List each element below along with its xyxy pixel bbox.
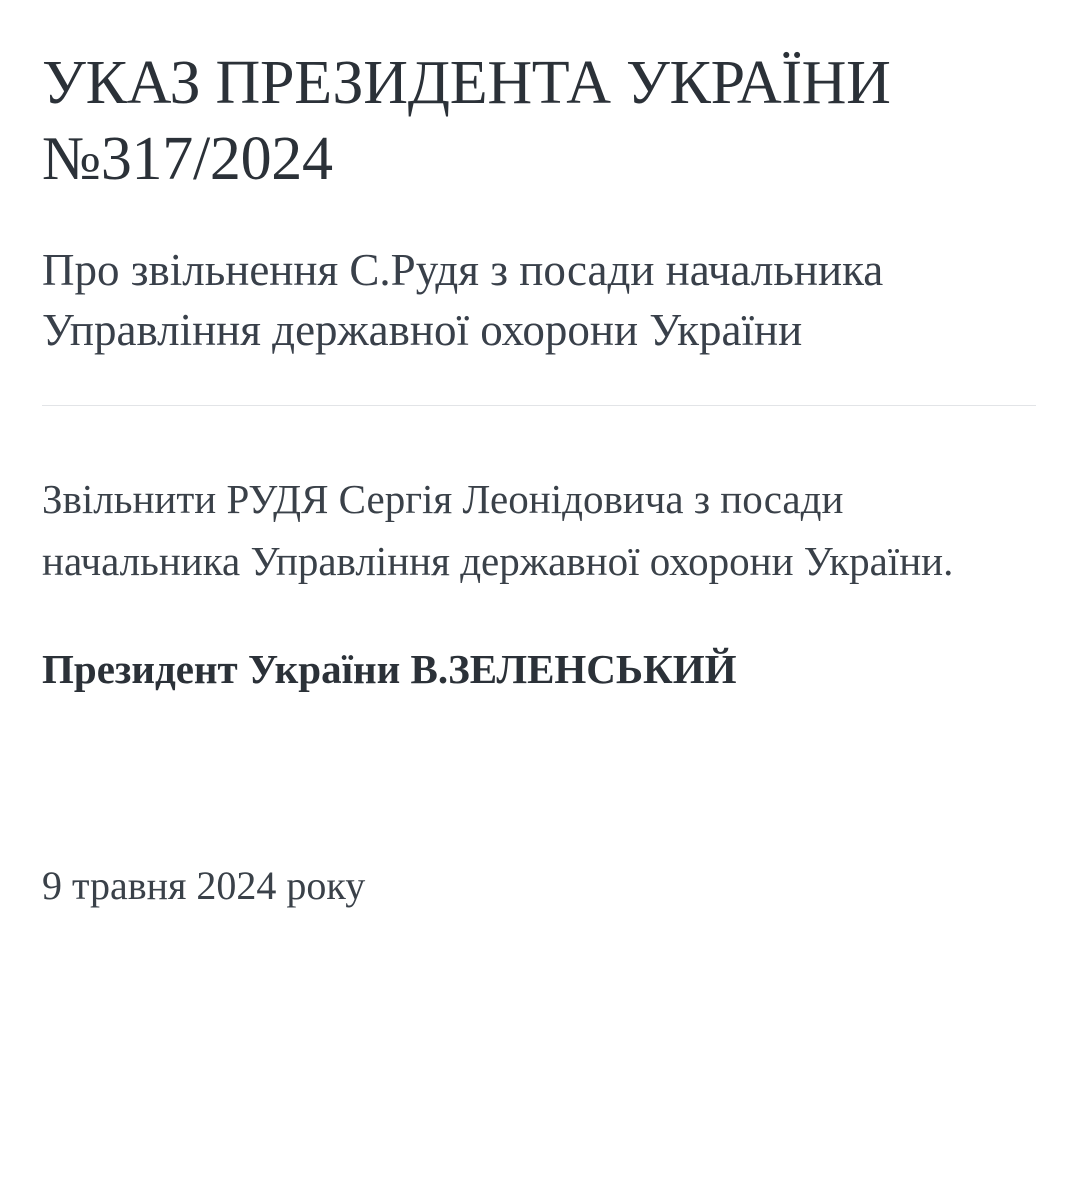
section-divider <box>42 405 1036 406</box>
document-subtitle: Про звільнення С.Рудя з посади начальника Управління державної охорони України <box>42 245 884 356</box>
document-date: 9 травня 2024 року <box>42 862 366 908</box>
page-title: УКАЗ ПРЕЗИДЕНТА УКРАЇНИ №317/2024 <box>42 49 891 193</box>
document-signature: Президент України В.ЗЕЛЕНСЬКИЙ <box>42 645 737 692</box>
document-body: Звільнити РУДЯ Сергія Леонідовича з посади начальника Управління державної охорони України. <box>42 475 954 585</box>
